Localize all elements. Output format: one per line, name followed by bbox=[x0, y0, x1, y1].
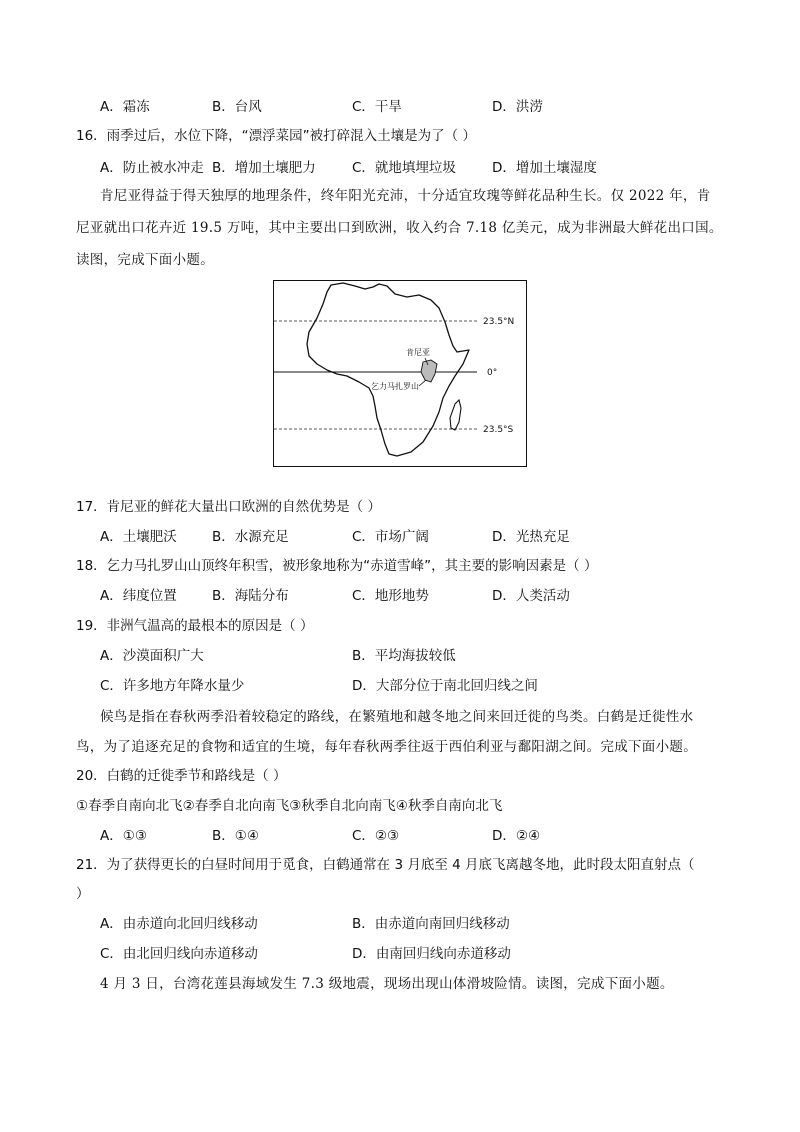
q18-option-c: C．地形地势 bbox=[352, 588, 429, 604]
africa-map-svg bbox=[273, 280, 527, 467]
q17-option-b: B．水源充足 bbox=[212, 529, 289, 545]
q15-option-d: D．洪涝 bbox=[492, 99, 543, 115]
q20-option-d: D．②④ bbox=[492, 828, 541, 844]
q16-option-d: D．增加土壤湿度 bbox=[492, 160, 597, 176]
q16-option-a: A．防止被水冲走 bbox=[100, 160, 204, 176]
q21-option-d: D．由南回归线向赤道移动 bbox=[352, 946, 511, 962]
q19-option-d: D．大部分位于南北回归线之间 bbox=[352, 678, 538, 694]
q21-option-b: B．由赤道向南回归线移动 bbox=[352, 916, 510, 932]
q17-option-a: A．土壤肥沃 bbox=[100, 529, 177, 545]
q16-option-c: C．就地填埋垃圾 bbox=[352, 160, 456, 176]
q18-stem: 18．乞力马扎罗山山顶终年积雪，被形象地称为“赤道雪峰”，其主要的影响因素是（ ） bbox=[76, 558, 598, 574]
passage-crane-line2: 鸟，为了追逐充足的食物和适宜的生境，每年春秋两季往返于西伯利亚与鄱阳湖之间。完成下面小题。 bbox=[76, 739, 697, 755]
passage-kenya-line3: 读图，完成下面小题。 bbox=[76, 252, 214, 268]
q20-option-b: B．①④ bbox=[212, 828, 259, 844]
q16-stem: 16．雨季过后，水位下降，“漂浮菜园”被打碎混入土壤是为了（ ） bbox=[76, 128, 476, 144]
passage-quake-line1: 4 月 3 日，台湾花莲县海域发生 7.3 级地震，现场出现山体滑坡险情。读图，完成下面小题。 bbox=[100, 976, 674, 992]
africa-map-figure bbox=[273, 280, 527, 467]
q19-stem: 19．非洲气温高的最根本的原因是（ ） bbox=[76, 618, 314, 634]
q19-option-c: C．许多地方年降水量少 bbox=[100, 678, 245, 694]
q21-stem-line1: 21．为了获得更长的白昼时间用于觅食，白鹤通常在 3 月底至 4 月底飞离越冬地，此时段太阳直射点（ bbox=[76, 857, 695, 873]
q18-option-b: B．海陆分布 bbox=[212, 588, 289, 604]
q21-stem-line2: ） bbox=[76, 886, 90, 902]
q15-option-a: A．霜冻 bbox=[100, 99, 150, 115]
lat-south-label: 23.5°S bbox=[483, 425, 514, 435]
lat-north-label: 23.5°N bbox=[483, 317, 515, 327]
q17-stem: 17．肯尼亚的鲜花大量出口欧洲的自然优势是（ ） bbox=[76, 499, 381, 515]
passage-kenya-line1: 肯尼亚得益于得天独厚的地理条件，终年阳光充沛，十分适宜玫瑰等鲜花品种生长。仅 2022 年，肯 bbox=[100, 188, 711, 204]
q15-option-b: B．台风 bbox=[212, 99, 262, 115]
q16-option-b: B．增加土壤肥力 bbox=[212, 160, 316, 176]
q17-option-d: D．光热充足 bbox=[492, 529, 570, 545]
q20-choices: ①春季自南向北飞②春季自北向南飞③秋季自北向南飞④秋季自南向北飞 bbox=[76, 798, 503, 814]
q20-option-a: A．①③ bbox=[100, 828, 147, 844]
q21-option-a: A．由赤道向北回归线移动 bbox=[100, 916, 258, 932]
q18-option-d: D．人类活动 bbox=[492, 588, 570, 604]
q19-option-b: B．平均海拔较低 bbox=[352, 648, 456, 664]
q19-option-a: A．沙漠面积广大 bbox=[100, 648, 204, 664]
q17-option-c: C．市场广阔 bbox=[352, 529, 429, 545]
kilimanjaro-label: 乞力马扎罗山 bbox=[371, 382, 419, 391]
passage-crane-line1: 候鸟是指在春秋两季沿着较稳定的路线，在繁殖地和越冬地之间来回迁徙的鸟类。白鹤是迁徙性水 bbox=[100, 709, 694, 725]
q18-option-a: A．纬度位置 bbox=[100, 588, 177, 604]
passage-kenya-line2: 尼亚就出口花卉近 19.5 万吨，其中主要出口到欧洲，收入约合 7.18 亿美元，成为非洲最大鲜花出口国。 bbox=[76, 220, 723, 236]
q20-option-c: C．②③ bbox=[352, 828, 400, 844]
q15-option-c: C．干旱 bbox=[352, 99, 402, 115]
lat-equator-label: 0° bbox=[487, 368, 498, 378]
q20-stem: 20．白鹤的迁徙季节和路线是（ ） bbox=[76, 768, 287, 784]
q21-option-c: C．由北回归线向赤道移动 bbox=[100, 946, 258, 962]
kenya-label: 肯尼亚 bbox=[406, 348, 430, 357]
